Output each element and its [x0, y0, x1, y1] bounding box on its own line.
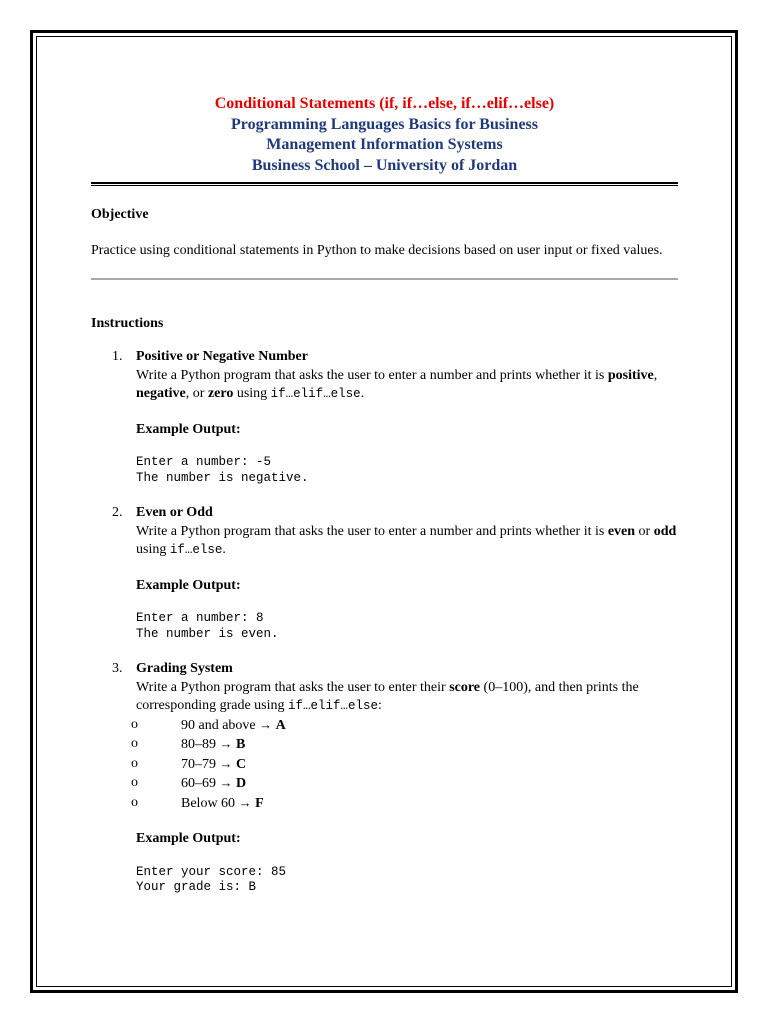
grade-letter: B [236, 737, 246, 752]
task-title: Even or Odd [136, 505, 213, 520]
task-number: 1. [112, 349, 123, 364]
grade-item [131, 774, 678, 794]
keyword: negative [136, 386, 186, 401]
grade-letter: F [255, 795, 264, 811]
task-text: , or [185, 386, 208, 401]
example-output-label: Example Output: [136, 831, 241, 846]
grade-item [131, 716, 678, 736]
bullet-icon: o [131, 775, 138, 790]
bullet-icon: o [131, 755, 138, 771]
header-divider [91, 182, 678, 186]
course-name: Programming Languages Basics for Business [231, 115, 538, 133]
bullet-icon: o [131, 794, 138, 810]
task-text: or [635, 523, 654, 539]
document-body [91, 94, 678, 896]
example-output-code: Enter your score: 85 Your grade is: B [136, 864, 287, 894]
task-title: Grading System [136, 661, 233, 676]
example-output-code: Enter a number: -5 The number is negative. [136, 455, 309, 485]
inline-code: if…else [169, 543, 223, 557]
instructions-heading: Instructions [91, 316, 164, 331]
inline-code: if…elif…else [288, 699, 379, 713]
section-divider [91, 278, 678, 280]
keyword: odd [653, 523, 677, 539]
task-description [136, 679, 678, 716]
school-name: Business School – University of Jordan [251, 156, 518, 174]
task-text: , [653, 367, 658, 383]
example-output-label: Example Output: [136, 421, 241, 437]
example-output-label: Example Output: [136, 577, 241, 593]
grade-letter: C [236, 756, 247, 772]
task-text: (0–100), and then prints the corresponding grade using [136, 679, 639, 713]
arrow-right-icon: → [219, 736, 233, 751]
task-text: Write a Python program that asks the user to enter their [136, 679, 450, 695]
keyword: zero [207, 386, 234, 401]
task-text: Write a Python program that asks the user to enter a number and prints whether it is [136, 367, 608, 383]
task-list [91, 348, 678, 896]
inline-code: if…elif…else [270, 387, 361, 401]
task-text: . [360, 386, 365, 401]
keyword: even [607, 523, 636, 539]
task-item [91, 660, 678, 896]
document-header [91, 94, 678, 176]
task-text: . [222, 542, 226, 557]
arrow-right-icon: → [259, 716, 273, 732]
example-output-code: Enter a number: 8 The number is even. [136, 611, 279, 641]
keyword: positive [607, 367, 654, 383]
task-number: 2. [112, 505, 123, 520]
grade-list [131, 716, 678, 814]
task-item [91, 504, 678, 642]
bullet-icon: o [131, 736, 138, 751]
grade-range: 90 and above [181, 717, 260, 733]
grade-range: Below 60 [181, 795, 239, 811]
arrow-right-icon: → [219, 755, 233, 771]
grade-item [131, 794, 678, 814]
grade-item [131, 755, 678, 775]
task-text: using [233, 386, 271, 401]
task-text: Write a Python program that asks the user to enter a number and prints whether it is [136, 523, 608, 539]
arrow-right-icon: → [219, 775, 233, 790]
keyword: score [449, 679, 481, 695]
grade-range: 70–79 [181, 756, 220, 772]
arrow-right-icon: → [238, 794, 252, 810]
task-number: 3. [112, 661, 123, 676]
task-description [136, 367, 678, 404]
document-title: Conditional Statements (if, if…else, if…elif…else) [214, 95, 555, 112]
objective-text: Practice using conditional statements in Python to make decisions based on user input or fixed values. [91, 243, 663, 258]
grade-letter: A [275, 717, 286, 733]
task-text: : [378, 698, 382, 713]
grade-range: 60–69 [181, 776, 220, 791]
task-item [91, 348, 678, 486]
bullet-icon: o [131, 716, 138, 732]
grade-item [131, 735, 678, 755]
department-name: Management Information Systems [266, 136, 503, 153]
objective-heading: Objective [91, 207, 149, 222]
task-description [136, 523, 678, 560]
grade-range: 80–89 [181, 737, 220, 752]
task-title: Positive or Negative Number [136, 349, 308, 364]
grade-letter: D [236, 776, 247, 791]
task-text: using [136, 542, 170, 557]
